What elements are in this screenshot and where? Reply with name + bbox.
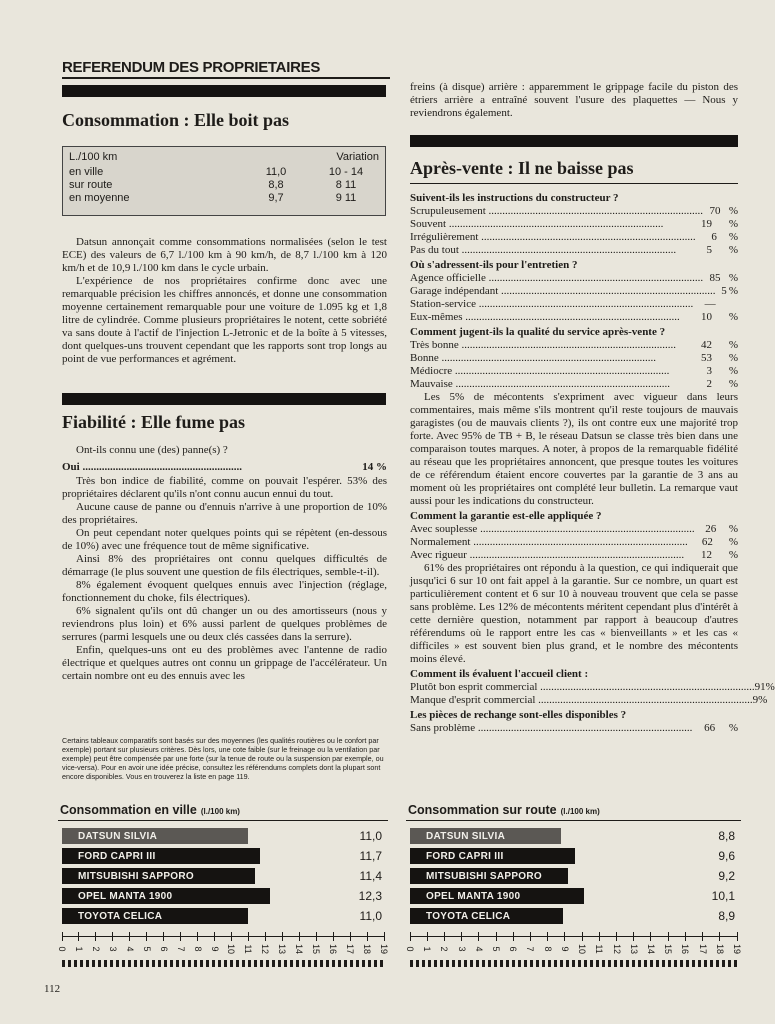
tick-mark — [62, 932, 63, 941]
tick-label: 6 — [158, 946, 169, 952]
item-unit: % — [728, 231, 738, 243]
tick-label: 18 — [714, 943, 725, 954]
tick-mark — [650, 932, 651, 941]
paragraph: Aucune cause de panne ou d'ennuis n'arrive à une proportion de 10% des propriétaires. — [62, 501, 387, 526]
bar-category-label: TOYOTA CELICA — [78, 911, 163, 922]
list-item — [410, 298, 738, 311]
item-unit: % — [728, 244, 738, 256]
fiabilite-text — [62, 444, 387, 683]
tick-label: 19 — [732, 943, 742, 954]
tick-label: 10 — [226, 943, 237, 954]
chart-hatch-band — [410, 960, 737, 967]
bar-value-label: 11,4 — [359, 869, 382, 883]
bar-value-label: 12,3 — [358, 889, 382, 903]
question: Suivent-ils les instructions du constructeur ? — [410, 192, 619, 204]
bar-value-label: 9,2 — [718, 869, 735, 883]
tick-label: 19 — [379, 943, 389, 954]
item-value: 26 — [705, 523, 717, 535]
bar-category-label: MITSUBISHI SAPPORO — [78, 871, 194, 882]
item-label: Scrupuleusement .............................................................................. — [410, 205, 704, 217]
tick-mark — [146, 932, 147, 941]
tick-mark — [299, 932, 300, 941]
tick-label: 12 — [260, 943, 271, 954]
table-cell-label: en moyenne — [69, 192, 130, 204]
bar-value-label: 11,0 — [359, 829, 382, 843]
list-item — [410, 352, 738, 365]
tick-label: 7 — [525, 946, 536, 952]
tick-label: 7 — [175, 946, 186, 952]
table-header-unit: L./100 km — [69, 151, 118, 163]
item-value: 3 — [706, 365, 712, 377]
paragraph: Très bon indice de fiabilité, comme on pouvait l'espérer. 53% des propriétaires déclarent qu'ils n'ont connu aucun ennui du tout. — [62, 475, 387, 500]
table-cell-value: 8,8 — [268, 179, 284, 191]
question: Où s'adressent-ils pour l'entretien ? — [410, 259, 578, 271]
bar-value-label: 10,1 — [711, 889, 735, 903]
paragraph: On peut cependant noter quelques points qui se répètent (en-dessous de 10%) avec une fréquence tout de même significative. — [62, 527, 387, 552]
list-item — [410, 205, 738, 218]
item-label: Agence officielle .............................................................................. — [410, 272, 704, 284]
paragraph: 6% signalent qu'ils ont dû changer un ou des amortisseurs (nous y reviendrons plus loin) et 6% aussi parlent de quelques problèmes de serrures (parmi lesquels une ou deux clés cassées dans la serrure). — [62, 605, 387, 643]
table-cell-variation: 8 11 — [335, 179, 357, 191]
chart-title-text: Consommation en ville — [60, 803, 197, 817]
tick-mark — [367, 932, 368, 941]
tick-mark — [737, 932, 738, 941]
tick-mark — [530, 932, 531, 941]
chart-consommation-route — [406, 800, 741, 970]
item-unit: % — [728, 205, 738, 217]
list-item — [410, 523, 738, 536]
table-row — [69, 166, 379, 179]
item-label: Bonne .............................................................................. — [410, 352, 656, 364]
tick-mark — [163, 932, 164, 941]
item-unit: % — [728, 549, 738, 561]
chart-title-underline — [58, 820, 388, 821]
tick-mark — [78, 932, 79, 941]
item-label: Avec souplesse .............................................................................. — [410, 523, 695, 535]
tick-mark — [633, 932, 634, 941]
tick-mark — [410, 932, 411, 941]
apres-vente-title: Après-vente : Il ne baisse pas — [410, 158, 738, 184]
tick-mark — [668, 932, 669, 941]
item-unit: % — [758, 694, 768, 706]
bar-category-label: OPEL MANTA 1900 — [426, 891, 521, 902]
chart-unit: (l./100 km) — [200, 807, 240, 816]
item-value: 42 — [701, 339, 712, 351]
item-value: 70 — [709, 205, 721, 217]
question: Comment la garantie est-elle appliquée ? — [410, 510, 602, 522]
list-item — [410, 339, 738, 352]
item-label: Manque d'esprit commercial .............................................................................. — [410, 694, 753, 706]
table-row — [69, 192, 379, 205]
bar-value-label: 8,9 — [718, 909, 735, 923]
item-value: 9 — [752, 694, 759, 706]
tick-label: 15 — [311, 943, 322, 954]
oui-value: 14 % — [362, 461, 387, 473]
tick-mark — [282, 932, 283, 941]
tick-mark — [513, 932, 514, 941]
item-unit: % — [728, 722, 738, 734]
item-label: Avec rigueur .............................................................................. — [410, 549, 685, 561]
tick-mark — [384, 932, 385, 941]
paragraph: 8% également évoquent quelques ennuis avec l'injection (réglage, fonctionnement du choke, fils électriques). — [62, 579, 387, 604]
apres-vente-section — [410, 190, 775, 735]
tick-label: 11 — [594, 944, 605, 954]
tick-label: 4 — [124, 946, 135, 952]
chart-hatch-band — [62, 960, 384, 967]
bar-category-label: OPEL MANTA 1900 — [78, 891, 173, 902]
table-header-variation: Variation — [336, 151, 379, 163]
tick-label: 15 — [663, 943, 674, 954]
item-label: Pas du tout .............................................................................. — [410, 244, 677, 256]
divider-bar — [62, 85, 386, 97]
list-item — [410, 285, 738, 298]
list-item — [410, 549, 738, 562]
list-item — [410, 681, 775, 694]
divider-bar — [410, 135, 738, 147]
tick-label: 5 — [491, 946, 502, 952]
bar-value-label: 11,0 — [359, 909, 382, 923]
item-value: — — [704, 298, 716, 310]
tick-label: 13 — [628, 943, 639, 954]
tick-label: 16 — [328, 943, 339, 954]
methodology-note: Certains tableaux comparatifs sont basés sur des moyennes (les qualités routières ou le confort par exemple) portant sur plusieurs critères. Dès lors, une cote faible (sur le freinage ou la ventilation par exemple) peut être compensée par une forte (sur la tenue de route ou la suspension par exemple, ou vice-versa). Pour en avoir une idée précise, consultez les référendums complets dont la plupart sont encore disponibles. Vous en trouverez la liste en page 119. — [62, 736, 384, 781]
bar-value-label: 11,7 — [359, 849, 382, 863]
tick-mark — [427, 932, 428, 941]
fiabilite-title: Fiabilité : Elle fume pas — [62, 412, 245, 432]
tick-label: 14 — [294, 943, 305, 954]
item-label: Irrégulièrement .............................................................................. — [410, 231, 696, 243]
tick-label: 16 — [680, 943, 691, 954]
item-unit: % — [728, 365, 738, 377]
tick-label: 0 — [57, 946, 67, 952]
list-item — [410, 218, 738, 231]
item-unit: % — [728, 311, 738, 323]
oui-row — [62, 461, 387, 474]
item-label: Très bonne .............................................................................. — [410, 339, 677, 351]
list-item — [410, 365, 738, 378]
item-unit — [716, 298, 738, 311]
item-label: Mauvaise .............................................................................. — [410, 378, 671, 390]
list-item — [410, 378, 738, 391]
table-cell-value: 11,0 — [265, 166, 287, 178]
item-value: 53 — [701, 352, 712, 364]
tick-mark — [616, 932, 617, 941]
item-value: 19 — [701, 218, 712, 230]
tick-mark — [112, 932, 113, 941]
tick-mark — [444, 932, 445, 941]
item-label: Médiocre .............................................................................. — [410, 365, 670, 377]
fiabilite-question: Ont-ils connu une (des) panne(s) ? — [76, 444, 228, 456]
item-value: 66 — [704, 722, 716, 734]
item-value: 12 — [701, 549, 712, 561]
item-label: Eux-mêmes .............................................................................. — [410, 311, 680, 323]
tick-mark — [685, 932, 686, 941]
item-label: Normalement .............................................................................. — [410, 536, 688, 548]
tick-mark — [333, 932, 334, 941]
tick-label: 9 — [209, 946, 220, 952]
item-value: 62 — [701, 536, 713, 548]
question: Comment ils évaluent l'accueil client : — [410, 668, 589, 680]
item-unit: % — [728, 285, 738, 297]
tick-mark — [719, 932, 720, 941]
list-item — [410, 311, 738, 324]
tick-label: 2 — [90, 946, 101, 952]
item-value: 5 — [721, 285, 727, 297]
item-label: Plutôt bon esprit commercial .............................................................................. — [410, 681, 755, 693]
tick-mark — [564, 932, 565, 941]
tick-mark — [265, 932, 266, 941]
item-unit: % — [728, 272, 738, 284]
tick-label: 8 — [192, 946, 203, 952]
bar-value-label: 8,8 — [718, 829, 735, 843]
item-unit: % — [728, 339, 738, 351]
item-value: 6 — [711, 231, 717, 243]
bar-category-label: DATSUN SILVIA — [78, 831, 158, 842]
item-label: Sans problème .............................................................................. — [410, 722, 693, 734]
tick-label: 1 — [422, 946, 433, 952]
table-cell-label: sur route — [69, 179, 113, 191]
tick-label: 14 — [645, 943, 656, 954]
paragraph: Ainsi 8% des propriétaires ont connu quelques difficultés de démarrage (le plus souvent une question de fils électriques, semble-t-il). — [62, 553, 387, 578]
question: Les pièces de rechange sont-elles disponibles ? — [410, 709, 627, 721]
list-item — [410, 272, 738, 285]
tick-mark — [95, 932, 96, 941]
tick-label: 0 — [405, 946, 415, 952]
chart-title-text: Consommation sur route — [408, 803, 557, 817]
item-label: Garage indépendant .............................................................................. — [410, 285, 716, 297]
tick-mark — [316, 932, 317, 941]
apres-vente-comment — [410, 391, 738, 508]
paragraph: Enfin, quelques-uns ont eu des problèmes avec l'antenne de radio électrique et quelques autres ont connu un grippage de l'accélérateur. Un certain nombre ont eu des ennuis avec les — [62, 644, 387, 682]
tick-label: 13 — [277, 943, 288, 954]
item-unit: % — [728, 536, 738, 548]
bar-category-label: FORD CAPRI III — [426, 851, 504, 862]
list-item — [410, 231, 738, 244]
tick-label: 2 — [439, 946, 450, 952]
tick-label: 12 — [611, 943, 622, 954]
table-cell-label: en ville — [69, 166, 104, 178]
tick-label: 6 — [508, 946, 519, 952]
item-label: Souvent .............................................................................. — [410, 218, 664, 230]
item-unit: % — [728, 218, 738, 230]
tick-label: 9 — [559, 946, 570, 952]
tick-mark — [180, 932, 181, 941]
list-item — [410, 536, 738, 549]
bar-category-label: FORD CAPRI III — [78, 851, 156, 862]
table-cell-variation: 10 - 14 — [328, 166, 364, 178]
tick-label: 3 — [456, 946, 467, 952]
tick-mark — [129, 932, 130, 941]
x-axis — [410, 936, 737, 937]
consommation-title: Consommation : Elle boit pas — [62, 110, 290, 130]
item-unit: % — [728, 352, 738, 364]
tick-label: 8 — [542, 946, 553, 952]
tick-mark — [461, 932, 462, 941]
tick-mark — [582, 932, 583, 941]
bar-value-label: 9,6 — [718, 849, 735, 863]
tick-label: 3 — [107, 946, 118, 952]
tick-label: 17 — [697, 943, 708, 954]
consommation-table — [62, 146, 386, 216]
tick-label: 11 — [243, 944, 254, 954]
tick-mark — [478, 932, 479, 941]
page-number: 112 — [44, 983, 61, 995]
divider-bar — [62, 393, 386, 405]
list-item — [410, 694, 768, 707]
tick-label: 4 — [473, 946, 484, 952]
bar-category-label: DATSUN SILVIA — [426, 831, 506, 842]
table-cell-variation: 9 11 — [335, 192, 357, 204]
tick-label: 10 — [577, 943, 588, 954]
oui-label: Oui .......................................................... — [62, 461, 242, 473]
tick-mark — [214, 932, 215, 941]
item-value: 5 — [706, 244, 712, 256]
tick-label: 1 — [73, 946, 84, 952]
paragraph: Les 5% de mécontents s'expriment avec vigueur dans leurs commentaires, mais même s'ils montrent qu'il reste toujours de mauvais garagistes (ou de mauvais clients ?), ils ont contre eux une majorité trop forte. Avec 95% de TB + B, le réseau Datsun se classe très bien dans une comparaison toutes marques. A noter, à propos de la remarquable fidélité au réseau que les propriétaires annoncent, que presque toutes les voitures de ce référendum étaient encore couvertes par la garantie de 3 ans au moment où les propriétaires ont complété leur bulletin. La remarque vaut aussi pour les indications du constructeur. — [410, 391, 738, 507]
tick-mark — [231, 932, 232, 941]
x-axis — [62, 936, 384, 937]
tick-label: 5 — [141, 946, 152, 952]
list-item — [410, 244, 738, 257]
tick-label: 18 — [362, 943, 373, 954]
item-value: 10 — [701, 311, 712, 323]
item-unit: % — [728, 378, 738, 390]
chart-title — [408, 803, 600, 817]
paragraph: L'expérience de nos propriétaires confirme donc avec une remarquable précision les chiffres annoncés, et donne une consommation moyenne certainement remarquable pour une voiture de 1.095 kg et 1,8 litre de cylindrée. Comme plusieurs propriétaires le notent, cette sobriété va sans doute à l'actif de l'injection L-Jetronic et de la boîte à 5 vitesses, dont quelques-uns trouvent cependant que les rapports sont trop longs au point de vue performances et agrément. — [62, 275, 387, 365]
paragraph: 61% des propriétaires ont répondu à la question, ce qui indiquerait que jusqu'ici 6 sur 10 ont fait appel à la garantie. Sur ce nombre, un quart est particulièrement content et 6 sur 10 à nouveau trouvent que cela se passe sans problème. Les 12% de mécontents méritent cependant plus d'intérêt à cette dernière question, notamment par rapport à beaucoup d'autres référendums où le rapport entre les cas « bienveillants » et les cas « difficiles » est souvent bien plus grand, et le nombre des mécontents moins élevé. — [410, 562, 738, 665]
table-row — [69, 179, 379, 192]
question: Comment jugent-ils la qualité du service après-vente ? — [410, 326, 666, 338]
table-cell-value: 9,7 — [268, 192, 284, 204]
chart-title-underline — [406, 820, 741, 821]
item-value: 85 — [709, 272, 721, 284]
tick-mark — [547, 932, 548, 941]
item-unit: % — [728, 523, 738, 535]
tick-mark — [599, 932, 600, 941]
garantie-comment — [410, 562, 738, 666]
chart-unit: (l./100 km) — [560, 807, 600, 816]
item-value: 91 — [754, 681, 766, 693]
freins-text: freins (à disque) arrière : apparemment le grippage facile du piston des étriers arrière a entraîné souvent l'usure des plaquettes — Nous y reviendrons également. — [410, 81, 738, 119]
consommation-text — [62, 236, 387, 366]
tick-mark — [496, 932, 497, 941]
tick-mark — [350, 932, 351, 941]
tick-label: 17 — [345, 943, 356, 954]
tick-mark — [197, 932, 198, 941]
tick-mark — [248, 932, 249, 941]
item-value: 2 — [706, 378, 712, 390]
chart-title — [60, 803, 240, 817]
paragraph: Datsun annonçait comme consommations normalisées (selon le test ECE) des valeurs de 6,7 l./100 km à 90 km/h, de 8,7 l./100 km à 120 km/h et de 10,9 l./100 km dans le cycle urbain. — [62, 236, 387, 274]
bar-category-label: MITSUBISHI SAPPORO — [426, 871, 542, 882]
tick-mark — [702, 932, 703, 941]
section-header: REFERENDUM DES PROPRIETAIRES — [62, 59, 390, 79]
item-label: Station-service .............................................................................. — [410, 298, 694, 310]
bar-category-label: TOYOTA CELICA — [426, 911, 511, 922]
list-item — [410, 722, 738, 735]
chart-consommation-ville — [58, 800, 388, 970]
item-unit: % — [765, 681, 775, 693]
